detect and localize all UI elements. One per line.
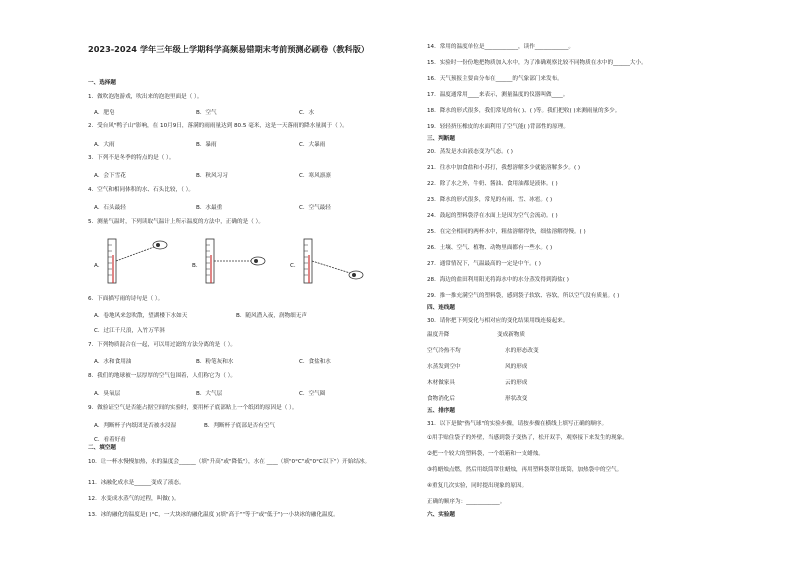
match-left-item: 木材做家具 <box>427 380 455 386</box>
thermometer-reading-b-image <box>200 237 270 285</box>
q1-option-c: C．水 <box>299 110 315 116</box>
q3-option-a: A．会下雪花 <box>94 173 126 179</box>
question-31: 31．以下是做"热气球"的实验步骤，请按步骤在横线上填写正确的顺序。 <box>427 421 608 427</box>
match-left-item: 水蒸发到空中 <box>427 364 461 370</box>
section-true-false: 三、判断题 <box>427 136 455 142</box>
q8-option-a: A．臭氧层 <box>94 391 121 397</box>
question-12: 12．水变成水蒸气的过程，叫做( )。 <box>88 496 180 502</box>
question-20: 20．蒸发是水由液态变为气态。( ) <box>427 149 513 155</box>
q6-option-a: A．卷地风来忽吹散，望湖楼下水如天 <box>94 313 188 319</box>
match-right-item: 水的形态改变 <box>505 348 539 354</box>
question-4: 4．空气和相同体积的水、石头比较，（ ）。 <box>88 187 195 193</box>
order-answer: 正确的顺序为：____________。 <box>427 499 506 505</box>
q7-option-c: C．食盐和水 <box>299 359 331 365</box>
question-21: 21．往水中加食盐和小苏打，我想溶解多少就能溶解多少。( ) <box>427 165 581 171</box>
question-2: 2．受台风"鸭子山"影响，在 10月9日，落满的雨雨量达到 80.5 毫米，这是一天落雨的降水量属于（ ）。 <box>88 123 348 129</box>
q6-option-b: B．随风潜入夜，润物细无声 <box>236 313 307 319</box>
q9-option-b: B．判断杯子底部是否有空气 <box>204 423 275 429</box>
q9-option-c: C．看着好看 <box>94 437 126 443</box>
q7-option-b: B．粉笔灰和水 <box>196 359 234 365</box>
question-26: 26．土壤、空气、植物、动物里面都有一些水。( ) <box>427 245 553 251</box>
question-30: 30．请你把下列变化与相对应的变化结果用线连接起来。 <box>427 318 569 324</box>
section-fill-blank: 二、填空题 <box>88 445 116 451</box>
order-step: ①用手贴住袋子的外壁，当感到袋子变热了，松开双手，观察接下来发生的现象。 <box>427 435 628 441</box>
q4-option-b: B．水最重 <box>196 205 223 211</box>
question-22: 22．除了水之外，牛奶、酱油、食用油都是液体。( ) <box>427 181 558 187</box>
q6-option-c: C．过江千尺浪，入竹万竿斜 <box>94 328 166 334</box>
question-16: 16．天气预报主要由分布在______的气象部门来发布。 <box>427 76 563 82</box>
question-9: 9．做验证空气是否能占据空间的实验时，要用杯子底部贴上一个纸团的原因是（ ）。 <box>88 405 298 411</box>
match-left-item: 食物消化后 <box>427 396 455 402</box>
thermometer-reading-a-image <box>102 237 172 285</box>
thermometer-figures <box>88 237 388 287</box>
question-5: 5．测量气温时，下列读取气温计上所示温度的方法中，正确的是（ ）。 <box>88 219 264 225</box>
section-ordering: 五、排序题 <box>427 408 455 414</box>
question-24: 24．鼓起的塑料袋浮在水面上是因为空气会流动。( ) <box>427 213 558 219</box>
question-18: 18．降水的形式很多，我们常见的有( )、( )等。我们把收( )来测雨量的多少。 <box>427 108 621 114</box>
q1-option-b: B．空气 <box>196 110 217 116</box>
q5-option-c: C． <box>290 263 300 269</box>
question-27: 27．通常情况下，气温最高的一定是中午。( ) <box>427 261 541 267</box>
section-experiment: 六、实验题 <box>427 512 455 518</box>
question-3: 3．下列不是冬季的特点的是（ ）。 <box>88 155 175 161</box>
page-title: 2023-2024 学年三年级上学期科学高频易错期末考前预测必刷卷（教科版） <box>88 44 370 54</box>
order-step: ②把一个较大的塑料袋，一个纸箱和一支蜡烛。 <box>427 451 544 457</box>
q5-option-b: B． <box>192 263 202 269</box>
thermometer-reading-c-image <box>298 237 368 285</box>
question-7: 7．下列物质混合在一起，可以用过滤的方法分离的是（ ）。 <box>88 342 236 348</box>
question-29: 29．推一推充满空气的塑料袋，感到袋子软软、容软，所以空气没有质量。( ) <box>427 293 620 299</box>
question-19: 19．轻轻挤压橡皮的水面利用了空气能( )背部性的原理。 <box>427 124 569 130</box>
q2-option-a: A．大雨 <box>94 142 115 148</box>
q1-option-a: A．肥皂 <box>94 110 115 116</box>
section-matching: 四、连线题 <box>427 305 455 311</box>
q3-option-c: C．寒风凛凛 <box>299 173 331 179</box>
question-15: 15．实验时一份份地把物质加入水中，为了准确观察比较不同物质在水中的______大小。 <box>427 60 647 66</box>
q2-option-c: C．大暴雨 <box>299 142 326 148</box>
match-right-item: 形状改变 <box>505 396 528 402</box>
q2-option-b: B．暴雨 <box>196 142 217 148</box>
order-step: ④重复几次实验，同时提出现象的原因。 <box>427 483 528 489</box>
q8-option-b: B．大气层 <box>196 391 223 397</box>
question-23: 23．降水的形式很多，常见的有雨、雪、冰雹。( ) <box>427 197 553 203</box>
q8-option-c: C．空气圈 <box>299 391 326 397</box>
q7-option-a: A．水和食用油 <box>94 359 132 365</box>
q9-option-a: A．判断杯子内纸团是否被水浸湿 <box>94 423 177 429</box>
question-17: 17．温度通常用____来表示，测量温度的仪器叫做____。 <box>427 92 569 98</box>
match-right-item: 风的形成 <box>505 364 528 370</box>
q3-option-b: B．秋风习习 <box>196 173 228 179</box>
question-14: 14．常用的温度单位是____________，读作____________。 <box>427 44 574 50</box>
question-6: 6．下面描写雨的诗句是（ ）。 <box>88 296 164 302</box>
q4-option-c: C．空气最轻 <box>299 205 331 211</box>
question-28: 28．海边的盐田利用阳光将海水中的水分蒸发得到海盐( ) <box>427 277 569 283</box>
question-8: 8．我们的地球被一层厚厚的空气包围着，人们称它为（ ）。 <box>88 373 236 379</box>
order-step: ③将蜡烛点燃，然后用纸筒罩住蜡烛，再用塑料袋罩住纸筒，加热袋中的空气。 <box>427 467 623 473</box>
section-choice: 一、选择题 <box>88 80 116 86</box>
match-left-item: 温度升降 <box>427 332 450 338</box>
match-right-item: 变成新物质 <box>497 332 525 338</box>
question-10: 10．让一杯水慢慢加热，水的温度会______（填"升高"或"降低"），水在 ____（填"0°C"或"0°C以下"）开始结冰。 <box>88 459 371 465</box>
question-11: 11．冰融化成水是______变成了液态。 <box>88 480 185 486</box>
question-1: 1．做吹泡泡游戏，吹出来的泡泡里面是（ ）。 <box>88 94 203 100</box>
question-13: 13．冰的融化的温度是( )°C，一大块冰的融化温度 )(填"高于""等于"或"低于")一小块冰的融化温度。 <box>88 512 339 518</box>
q4-option-a: A．石头最轻 <box>94 205 126 211</box>
match-right-item: 云的形成 <box>505 380 528 386</box>
q5-option-a: A． <box>94 263 104 269</box>
match-left-item: 空气冷热不均 <box>427 348 461 354</box>
question-25: 25．在完全相同的两杯水中，粗盐溶解得快，细盐溶解得慢。( ) <box>427 229 586 235</box>
